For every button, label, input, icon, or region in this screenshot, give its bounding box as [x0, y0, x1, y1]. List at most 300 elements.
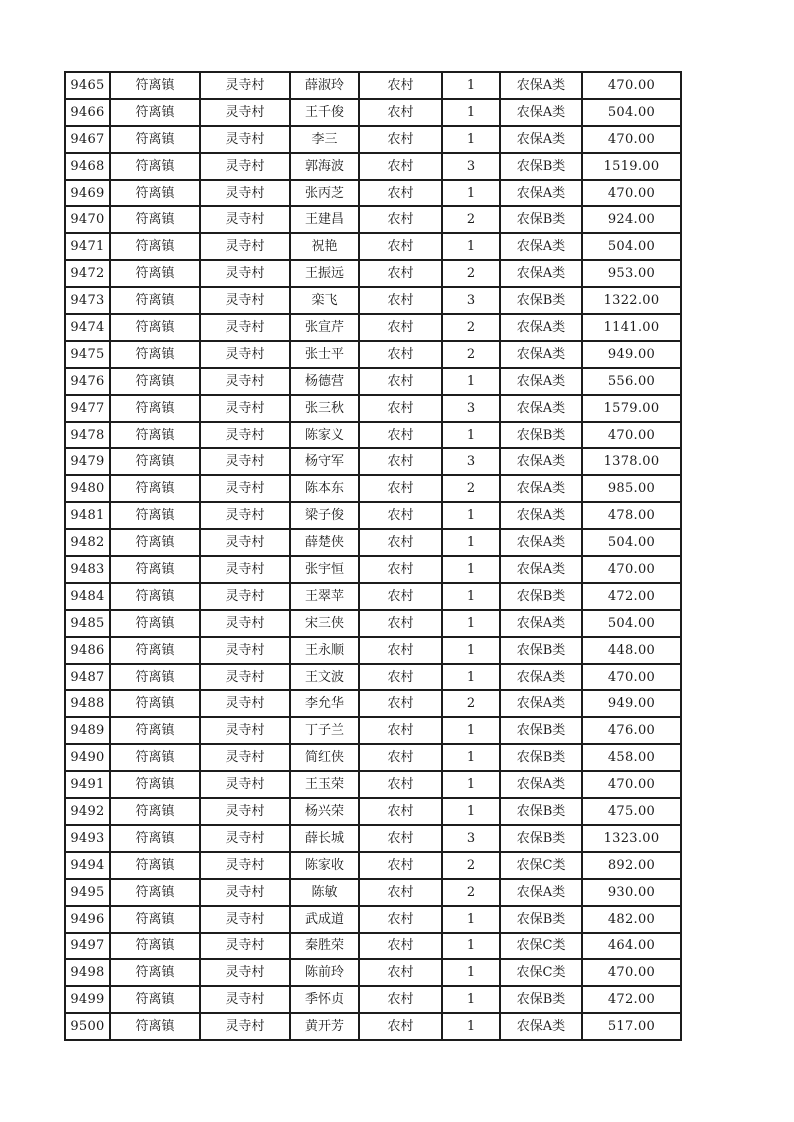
cell-town: 符离镇: [110, 933, 200, 960]
cell-village: 灵寺村: [200, 664, 290, 691]
cell-residence_type: 农村: [359, 852, 442, 879]
table-row: [65, 933, 681, 960]
cell-town: 符离镇: [110, 341, 200, 368]
cell-seq: 9476: [65, 368, 110, 395]
cell-seq: 9470: [65, 206, 110, 233]
cell-insurance_category: 农保A类: [500, 690, 582, 717]
table-row: [65, 206, 681, 233]
cell-insurance_category: 农保B类: [500, 798, 582, 825]
cell-insurance_category: 农保A类: [500, 448, 582, 475]
cell-insurance_category: 农保A类: [500, 1013, 582, 1040]
cell-village: 灵寺村: [200, 206, 290, 233]
cell-insurance_category: 农保A类: [500, 341, 582, 368]
table-row: [65, 72, 681, 99]
cell-village: 灵寺村: [200, 610, 290, 637]
cell-name: 李允华: [290, 690, 359, 717]
cell-residence_type: 农村: [359, 206, 442, 233]
cell-residence_type: 农村: [359, 583, 442, 610]
cell-name: 张宣芹: [290, 314, 359, 341]
table-row: [65, 99, 681, 126]
cell-person_count: 1: [442, 744, 500, 771]
cell-amount: 556.00: [582, 368, 681, 395]
cell-town: 符离镇: [110, 260, 200, 287]
cell-residence_type: 农村: [359, 260, 442, 287]
cell-town: 符离镇: [110, 637, 200, 664]
cell-amount: 953.00: [582, 260, 681, 287]
cell-residence_type: 农村: [359, 933, 442, 960]
cell-insurance_category: 农保A类: [500, 368, 582, 395]
cell-village: 灵寺村: [200, 556, 290, 583]
cell-person_count: 2: [442, 852, 500, 879]
cell-insurance_category: 农保A类: [500, 314, 582, 341]
cell-amount: 504.00: [582, 99, 681, 126]
cell-insurance_category: 农保A类: [500, 126, 582, 153]
cell-residence_type: 农村: [359, 771, 442, 798]
cell-amount: 1323.00: [582, 825, 681, 852]
cell-residence_type: 农村: [359, 690, 442, 717]
cell-seq: 9489: [65, 717, 110, 744]
cell-person_count: 3: [442, 395, 500, 422]
cell-insurance_category: 农保B类: [500, 583, 582, 610]
cell-amount: 470.00: [582, 180, 681, 207]
cell-village: 灵寺村: [200, 126, 290, 153]
cell-amount: 892.00: [582, 852, 681, 879]
cell-amount: 470.00: [582, 664, 681, 691]
cell-village: 灵寺村: [200, 72, 290, 99]
table-row: [65, 314, 681, 341]
cell-name: 王玉荣: [290, 771, 359, 798]
cell-seq: 9471: [65, 233, 110, 260]
table-row: [65, 502, 681, 529]
cell-residence_type: 农村: [359, 959, 442, 986]
cell-residence_type: 农村: [359, 153, 442, 180]
cell-amount: 470.00: [582, 422, 681, 449]
cell-name: 李三: [290, 126, 359, 153]
cell-residence_type: 农村: [359, 395, 442, 422]
cell-town: 符离镇: [110, 233, 200, 260]
cell-person_count: 1: [442, 610, 500, 637]
cell-insurance_category: 农保A类: [500, 879, 582, 906]
cell-seq: 9472: [65, 260, 110, 287]
table-row: [65, 879, 681, 906]
cell-amount: 470.00: [582, 959, 681, 986]
cell-person_count: 2: [442, 341, 500, 368]
table-row: [65, 180, 681, 207]
table-row: [65, 233, 681, 260]
cell-village: 灵寺村: [200, 825, 290, 852]
cell-village: 灵寺村: [200, 879, 290, 906]
cell-residence_type: 农村: [359, 448, 442, 475]
cell-name: 郭海波: [290, 153, 359, 180]
cell-name: 梁子俊: [290, 502, 359, 529]
table-row: [65, 852, 681, 879]
cell-village: 灵寺村: [200, 986, 290, 1013]
cell-amount: 1322.00: [582, 287, 681, 314]
cell-name: 武成道: [290, 906, 359, 933]
cell-village: 灵寺村: [200, 744, 290, 771]
cell-residence_type: 农村: [359, 556, 442, 583]
cell-town: 符离镇: [110, 986, 200, 1013]
cell-town: 符离镇: [110, 287, 200, 314]
cell-village: 灵寺村: [200, 1013, 290, 1040]
cell-seq: 9494: [65, 852, 110, 879]
cell-seq: 9495: [65, 879, 110, 906]
cell-residence_type: 农村: [359, 986, 442, 1013]
cell-insurance_category: 农保A类: [500, 99, 582, 126]
cell-village: 灵寺村: [200, 368, 290, 395]
table-row: [65, 690, 681, 717]
cell-name: 薛长城: [290, 825, 359, 852]
table-row: [65, 986, 681, 1013]
cell-person_count: 3: [442, 825, 500, 852]
cell-village: 灵寺村: [200, 422, 290, 449]
cell-amount: 464.00: [582, 933, 681, 960]
cell-village: 灵寺村: [200, 529, 290, 556]
cell-person_count: 2: [442, 475, 500, 502]
cell-insurance_category: 农保B类: [500, 825, 582, 852]
cell-residence_type: 农村: [359, 126, 442, 153]
cell-village: 灵寺村: [200, 717, 290, 744]
cell-amount: 504.00: [582, 233, 681, 260]
table-row: [65, 906, 681, 933]
table-row: [65, 475, 681, 502]
cell-insurance_category: 农保B类: [500, 906, 582, 933]
table-row: [65, 959, 681, 986]
cell-person_count: 1: [442, 72, 500, 99]
cell-town: 符离镇: [110, 153, 200, 180]
cell-amount: 1141.00: [582, 314, 681, 341]
cell-seq: 9466: [65, 99, 110, 126]
cell-village: 灵寺村: [200, 233, 290, 260]
cell-person_count: 1: [442, 556, 500, 583]
cell-seq: 9478: [65, 422, 110, 449]
cell-amount: 482.00: [582, 906, 681, 933]
cell-name: 杨兴荣: [290, 798, 359, 825]
cell-residence_type: 农村: [359, 798, 442, 825]
cell-name: 祝艳: [290, 233, 359, 260]
table-row: [65, 395, 681, 422]
cell-amount: 472.00: [582, 583, 681, 610]
cell-insurance_category: 农保B类: [500, 717, 582, 744]
cell-town: 符离镇: [110, 529, 200, 556]
cell-seq: 9477: [65, 395, 110, 422]
cell-insurance_category: 农保B类: [500, 637, 582, 664]
cell-name: 王翠苹: [290, 583, 359, 610]
cell-amount: 472.00: [582, 986, 681, 1013]
cell-insurance_category: 农保A类: [500, 395, 582, 422]
cell-person_count: 3: [442, 287, 500, 314]
cell-name: 张宇恒: [290, 556, 359, 583]
cell-name: 薛楚侠: [290, 529, 359, 556]
cell-residence_type: 农村: [359, 180, 442, 207]
cell-residence_type: 农村: [359, 610, 442, 637]
cell-village: 灵寺村: [200, 448, 290, 475]
cell-person_count: 1: [442, 368, 500, 395]
cell-residence_type: 农村: [359, 475, 442, 502]
cell-seq: 9498: [65, 959, 110, 986]
cell-town: 符离镇: [110, 771, 200, 798]
cell-residence_type: 农村: [359, 233, 442, 260]
cell-insurance_category: 农保A类: [500, 664, 582, 691]
cell-town: 符离镇: [110, 502, 200, 529]
cell-village: 灵寺村: [200, 180, 290, 207]
cell-person_count: 1: [442, 798, 500, 825]
cell-amount: 517.00: [582, 1013, 681, 1040]
table-row: [65, 771, 681, 798]
cell-residence_type: 农村: [359, 502, 442, 529]
cell-village: 灵寺村: [200, 933, 290, 960]
cell-amount: 504.00: [582, 610, 681, 637]
cell-person_count: 1: [442, 502, 500, 529]
cell-town: 符离镇: [110, 717, 200, 744]
cell-amount: 930.00: [582, 879, 681, 906]
cell-name: 张三秋: [290, 395, 359, 422]
cell-residence_type: 农村: [359, 879, 442, 906]
cell-seq: 9469: [65, 180, 110, 207]
cell-person_count: 1: [442, 583, 500, 610]
cell-insurance_category: 农保B类: [500, 287, 582, 314]
cell-name: 杨德营: [290, 368, 359, 395]
table-row: [65, 583, 681, 610]
cell-name: 王文波: [290, 664, 359, 691]
cell-village: 灵寺村: [200, 153, 290, 180]
cell-town: 符离镇: [110, 99, 200, 126]
cell-person_count: 1: [442, 422, 500, 449]
cell-name: 薛淑玲: [290, 72, 359, 99]
table-row: [65, 798, 681, 825]
cell-seq: 9496: [65, 906, 110, 933]
cell-amount: 924.00: [582, 206, 681, 233]
cell-town: 符离镇: [110, 690, 200, 717]
cell-amount: 1519.00: [582, 153, 681, 180]
cell-town: 符离镇: [110, 906, 200, 933]
cell-amount: 949.00: [582, 690, 681, 717]
cell-name: 王振远: [290, 260, 359, 287]
cell-town: 符离镇: [110, 448, 200, 475]
cell-name: 陈前玲: [290, 959, 359, 986]
cell-person_count: 2: [442, 260, 500, 287]
cell-residence_type: 农村: [359, 744, 442, 771]
table-row: [65, 825, 681, 852]
cell-person_count: 1: [442, 664, 500, 691]
cell-town: 符离镇: [110, 206, 200, 233]
cell-village: 灵寺村: [200, 583, 290, 610]
cell-seq: 9484: [65, 583, 110, 610]
cell-residence_type: 农村: [359, 368, 442, 395]
cell-village: 灵寺村: [200, 502, 290, 529]
cell-residence_type: 农村: [359, 717, 442, 744]
cell-seq: 9500: [65, 1013, 110, 1040]
table-row: [65, 448, 681, 475]
cell-person_count: 1: [442, 717, 500, 744]
cell-seq: 9487: [65, 664, 110, 691]
cell-insurance_category: 农保C类: [500, 933, 582, 960]
cell-person_count: 1: [442, 99, 500, 126]
cell-name: 栾飞: [290, 287, 359, 314]
cell-insurance_category: 农保C类: [500, 852, 582, 879]
cell-name: 秦胜荣: [290, 933, 359, 960]
cell-insurance_category: 农保A类: [500, 502, 582, 529]
cell-seq: 9467: [65, 126, 110, 153]
table-row: [65, 637, 681, 664]
cell-village: 灵寺村: [200, 906, 290, 933]
cell-person_count: 2: [442, 206, 500, 233]
cell-village: 灵寺村: [200, 99, 290, 126]
cell-insurance_category: 农保B类: [500, 206, 582, 233]
cell-amount: 470.00: [582, 556, 681, 583]
cell-amount: 448.00: [582, 637, 681, 664]
cell-seq: 9490: [65, 744, 110, 771]
cell-insurance_category: 农保A类: [500, 610, 582, 637]
cell-name: 陈家收: [290, 852, 359, 879]
cell-seq: 9474: [65, 314, 110, 341]
cell-insurance_category: 农保A类: [500, 475, 582, 502]
cell-village: 灵寺村: [200, 690, 290, 717]
cell-residence_type: 农村: [359, 341, 442, 368]
cell-village: 灵寺村: [200, 798, 290, 825]
table-row: [65, 610, 681, 637]
cell-town: 符离镇: [110, 314, 200, 341]
cell-seq: 9497: [65, 933, 110, 960]
cell-town: 符离镇: [110, 395, 200, 422]
cell-insurance_category: 农保B类: [500, 153, 582, 180]
cell-residence_type: 农村: [359, 287, 442, 314]
cell-name: 丁子兰: [290, 717, 359, 744]
cell-insurance_category: 农保B类: [500, 986, 582, 1013]
cell-town: 符离镇: [110, 798, 200, 825]
cell-amount: 470.00: [582, 771, 681, 798]
cell-person_count: 1: [442, 529, 500, 556]
cell-insurance_category: 农保A类: [500, 529, 582, 556]
table-row: [65, 153, 681, 180]
table-row: [65, 260, 681, 287]
cell-seq: 9488: [65, 690, 110, 717]
cell-insurance_category: 农保B类: [500, 422, 582, 449]
cell-town: 符离镇: [110, 368, 200, 395]
cell-village: 灵寺村: [200, 771, 290, 798]
cell-name: 王建昌: [290, 206, 359, 233]
cell-seq: 9482: [65, 529, 110, 556]
cell-seq: 9492: [65, 798, 110, 825]
cell-name: 陈敏: [290, 879, 359, 906]
cell-name: 王千俊: [290, 99, 359, 126]
cell-person_count: 1: [442, 933, 500, 960]
cell-town: 符离镇: [110, 879, 200, 906]
cell-seq: 9493: [65, 825, 110, 852]
cell-name: 季怀贞: [290, 986, 359, 1013]
cell-residence_type: 农村: [359, 422, 442, 449]
cell-residence_type: 农村: [359, 1013, 442, 1040]
cell-seq: 9468: [65, 153, 110, 180]
cell-person_count: 2: [442, 690, 500, 717]
cell-seq: 9486: [65, 637, 110, 664]
cell-village: 灵寺村: [200, 959, 290, 986]
cell-name: 杨守军: [290, 448, 359, 475]
cell-town: 符离镇: [110, 1013, 200, 1040]
table-row: [65, 341, 681, 368]
table-row: [65, 664, 681, 691]
cell-town: 符离镇: [110, 72, 200, 99]
cell-town: 符离镇: [110, 126, 200, 153]
cell-town: 符离镇: [110, 583, 200, 610]
cell-seq: 9485: [65, 610, 110, 637]
cell-insurance_category: 农保A类: [500, 771, 582, 798]
table-body: [65, 72, 681, 1040]
table-row: [65, 744, 681, 771]
cell-amount: 504.00: [582, 529, 681, 556]
table-row: [65, 556, 681, 583]
cell-village: 灵寺村: [200, 314, 290, 341]
cell-insurance_category: 农保A类: [500, 233, 582, 260]
cell-residence_type: 农村: [359, 825, 442, 852]
cell-person_count: 1: [442, 986, 500, 1013]
table-row: [65, 422, 681, 449]
cell-insurance_category: 农保B类: [500, 744, 582, 771]
cell-name: 王永顺: [290, 637, 359, 664]
cell-person_count: 1: [442, 959, 500, 986]
cell-village: 灵寺村: [200, 852, 290, 879]
cell-town: 符离镇: [110, 959, 200, 986]
cell-insurance_category: 农保A类: [500, 180, 582, 207]
cell-seq: 9473: [65, 287, 110, 314]
cell-name: 宋三侠: [290, 610, 359, 637]
cell-village: 灵寺村: [200, 287, 290, 314]
cell-person_count: 1: [442, 637, 500, 664]
cell-person_count: 1: [442, 233, 500, 260]
table-row: [65, 126, 681, 153]
cell-amount: 949.00: [582, 341, 681, 368]
cell-amount: 985.00: [582, 475, 681, 502]
cell-seq: 9483: [65, 556, 110, 583]
cell-town: 符离镇: [110, 664, 200, 691]
cell-seq: 9479: [65, 448, 110, 475]
cell-town: 符离镇: [110, 475, 200, 502]
cell-person_count: 2: [442, 314, 500, 341]
cell-name: 黄开芳: [290, 1013, 359, 1040]
cell-amount: 470.00: [582, 72, 681, 99]
cell-residence_type: 农村: [359, 637, 442, 664]
cell-amount: 1579.00: [582, 395, 681, 422]
cell-village: 灵寺村: [200, 341, 290, 368]
cell-town: 符离镇: [110, 610, 200, 637]
table-row: [65, 368, 681, 395]
cell-town: 符离镇: [110, 422, 200, 449]
cell-name: 陈家义: [290, 422, 359, 449]
cell-residence_type: 农村: [359, 72, 442, 99]
cell-residence_type: 农村: [359, 529, 442, 556]
cell-person_count: 1: [442, 1013, 500, 1040]
cell-town: 符离镇: [110, 744, 200, 771]
cell-amount: 470.00: [582, 126, 681, 153]
cell-name: 陈本东: [290, 475, 359, 502]
cell-amount: 1378.00: [582, 448, 681, 475]
cell-name: 简红侠: [290, 744, 359, 771]
cell-seq: 9480: [65, 475, 110, 502]
cell-name: 张丙芝: [290, 180, 359, 207]
cell-residence_type: 农村: [359, 664, 442, 691]
cell-residence_type: 农村: [359, 314, 442, 341]
cell-person_count: 1: [442, 126, 500, 153]
cell-person_count: 1: [442, 180, 500, 207]
cell-insurance_category: 农保A类: [500, 260, 582, 287]
cell-village: 灵寺村: [200, 260, 290, 287]
cell-seq: 9481: [65, 502, 110, 529]
cell-name: 张士平: [290, 341, 359, 368]
table-row: [65, 717, 681, 744]
cell-seq: 9491: [65, 771, 110, 798]
cell-insurance_category: 农保C类: [500, 959, 582, 986]
cell-town: 符离镇: [110, 825, 200, 852]
